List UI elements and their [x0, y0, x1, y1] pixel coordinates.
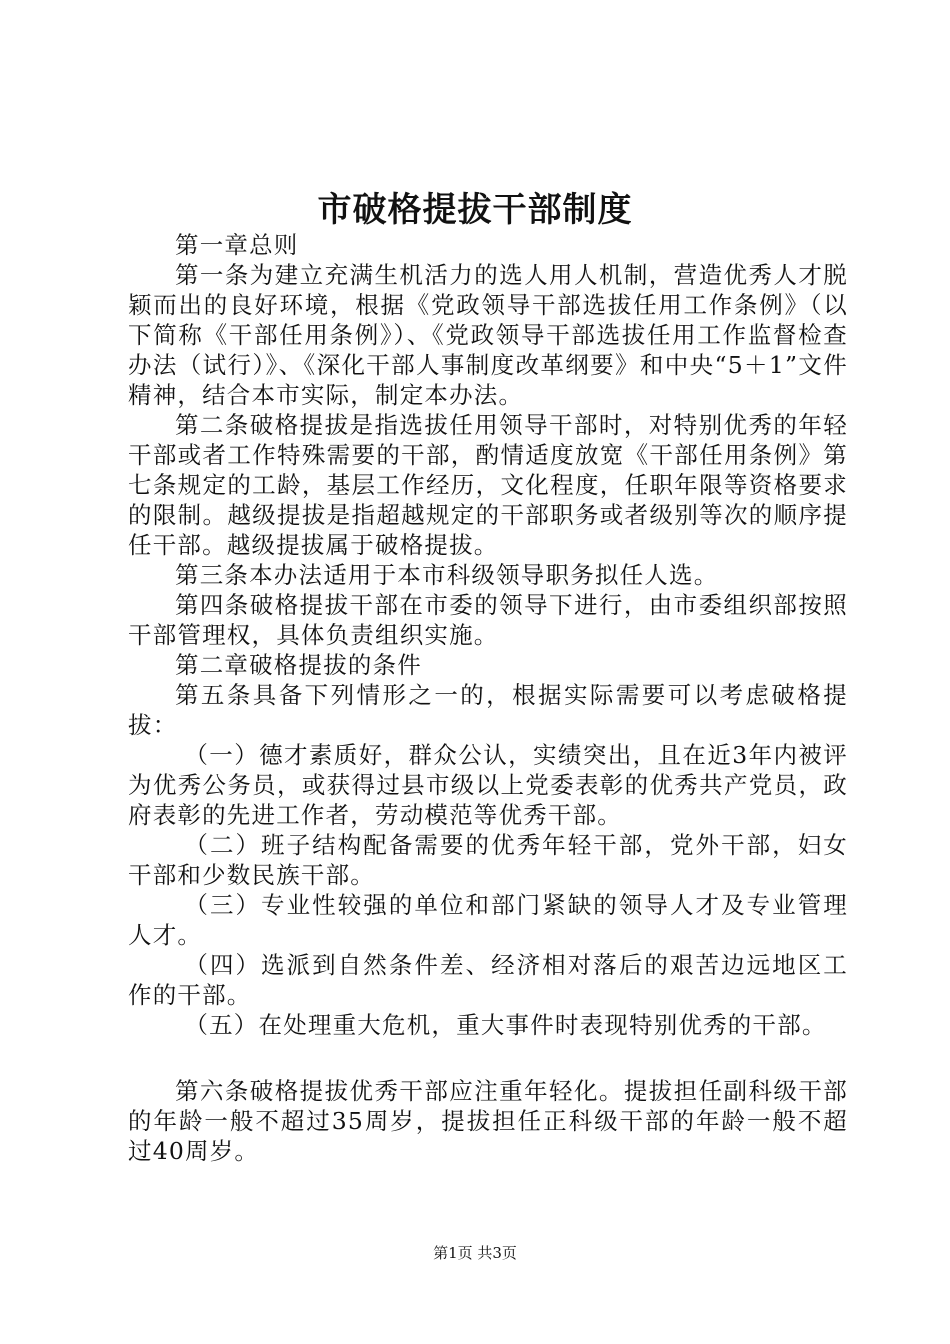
list-item: （四）选派到自然条件差、经济相对落后的艰苦边远地区工作的干部。	[128, 951, 848, 1009]
list-item: （二）班子结构配备需要的优秀年轻干部，党外干部，妇女干部和少数民族干部。	[128, 831, 848, 889]
chapter-heading: 第一章总则	[175, 231, 299, 259]
document-title: 市破格提拔干部制度	[317, 190, 633, 230]
list-item: （五）在处理重大危机，重大事件时表现特别优秀的干部。	[184, 1011, 827, 1039]
list-item: （三）专业性较强的单位和部门紧缺的领导人才及专业管理人才。	[128, 891, 848, 949]
article-paragraph: 第六条破格提拔优秀干部应注重年轻化。提拔担任副科级干部的年龄一般不超过35周岁，提拔担任正科级干部的年龄一般不超过40周岁。	[128, 1077, 848, 1165]
article-paragraph: 第三条本办法适用于本市科级领导职务拟任人选。	[175, 561, 719, 589]
paragraph-spacer	[128, 1040, 848, 1076]
article-paragraph: 第一条为建立充满生机活力的选人用人机制，营造优秀人才脱颖而出的良好环境，根据《党政领导干部选拔任用工作条例》（以下简称《干部任用条例》）、《党政领导干部选拔任用工作监督检查办法（试行）》、《深化干部人事制度改革纲要》和中央“5＋1”文件精神，结合本市实际，制定本办法。	[128, 261, 848, 409]
document-body	[128, 230, 848, 1166]
chapter-heading: 第二章破格提拔的条件	[175, 651, 422, 679]
article-paragraph: 第五条具备下列情形之一的，根据实际需要可以考虑破格提拔：	[128, 681, 848, 739]
article-paragraph: 第四条破格提拔干部在市委的领导下进行，由市委组织部按照干部管理权，具体负责组织实施。	[128, 591, 848, 649]
article-paragraph: 第二条破格提拔是指选拔任用领导干部时，对特别优秀的年轻干部或者工作特殊需要的干部，酌情适度放宽《干部任用条例》第七条规定的工龄，基层工作经历，文化程度，任职年限等资格要求的限制。越级提拔是指超越规定的干部职务或者级别等次的顺序提任干部。越级提拔属于破格提拔。	[128, 411, 848, 559]
list-item: （一）德才素质好，群众公认，实绩突出，且在近3年内被评为优秀公务员，或获得过县市级以上党委表彰的优秀共产党员，政府表彰的先进工作者，劳动模范等优秀干部。	[128, 741, 848, 829]
page-footer: 第1页 共3页	[433, 1244, 517, 1262]
